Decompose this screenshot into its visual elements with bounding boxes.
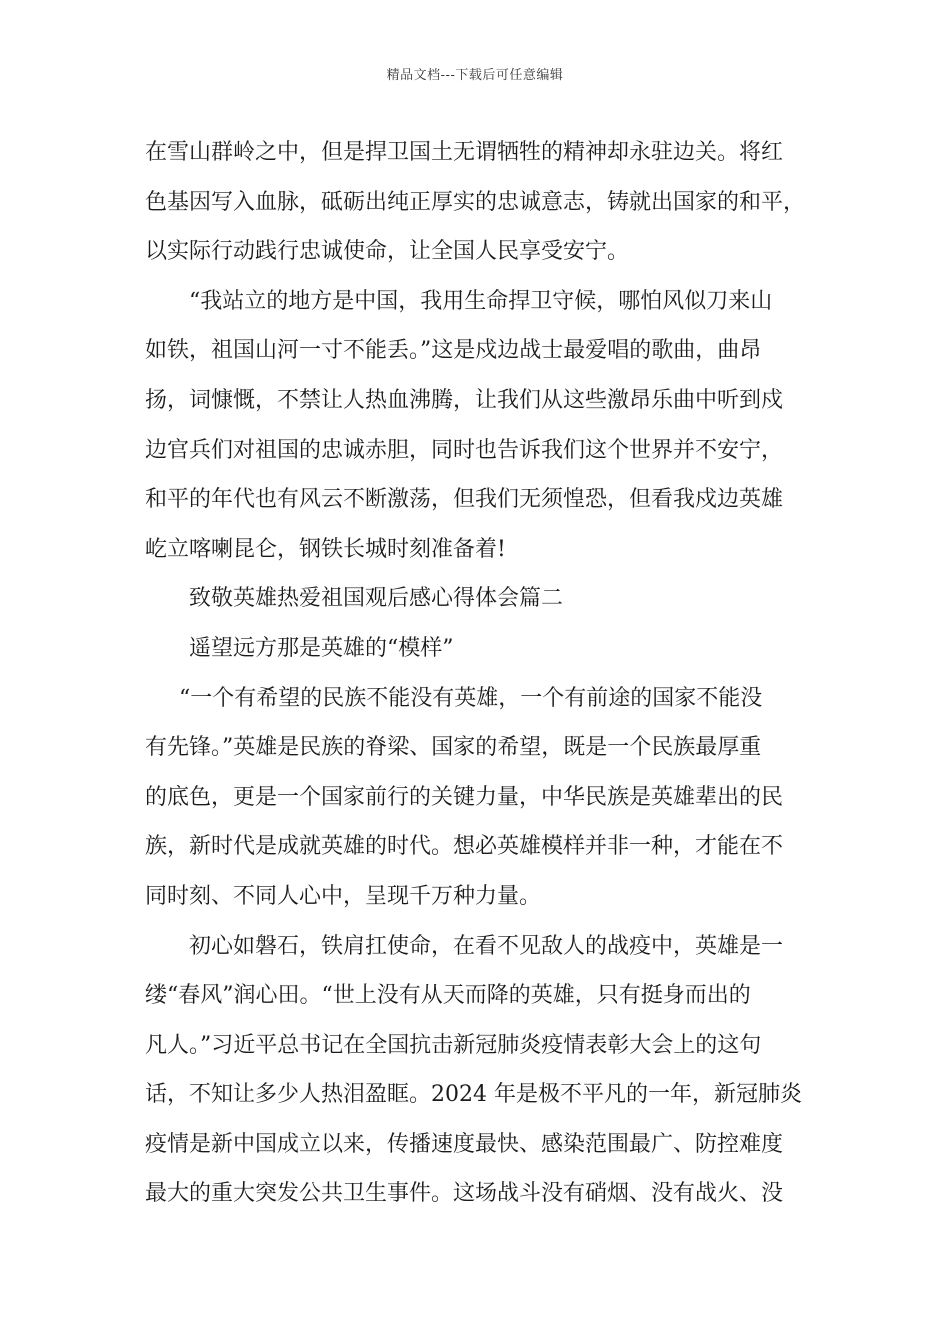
section-title-text: 致敬英雄热爱祖国观后感心得体会篇二: [189, 586, 564, 612]
paragraph-1: [145, 128, 820, 277]
sub-title-text: 遥望远方那是英雄的“模样”: [189, 635, 454, 661]
text-line: 色基因写入血脉，砥砺出纯正厚实的忠诚意志，铸就出国家的和平，: [145, 189, 806, 215]
text-line: 屹立喀喇昆仑，钢铁长城时刻准备着!: [145, 536, 506, 562]
text-line: 在雪山群岭之中，但是捍卫国土无谓牺牲的精神却永驻边关。将红: [145, 140, 784, 165]
sub-title: [145, 624, 820, 674]
text-line: 同时刻、不同人心中，呈现千万种力量。: [145, 883, 542, 909]
paragraph-4: [145, 922, 820, 1220]
text-line: “我站立的地方是中国，我用生命捍卫守候，哪怕风似刀来山: [189, 288, 773, 314]
text-line: 如铁，祖国山河一寸不能丢。”这是戍边战士最爱唱的歌曲，曲昂: [145, 338, 762, 364]
text-line: 族，新时代是成就英雄的时代。想必英雄模样并非一种，才能在不: [145, 834, 784, 860]
text-line: 最大的重大突发公共卫生事件。这场战斗没有硝烟、没有战火、没: [145, 1181, 784, 1207]
paragraph-2: [145, 277, 820, 575]
text-line: 有先锋。”英雄是民族的脊梁、国家的希望，既是一个民族最厚重: [145, 735, 762, 761]
page-header: 精品文档---下载后可任意编辑: [386, 68, 564, 83]
text-line: 凡人。”习近平总书记在全国抗击新冠肺炎疫情表彰大会上的这句: [145, 1032, 762, 1058]
text-line: 以实际行动践行忠诚使命，让全国人民享受安宁。: [145, 239, 630, 265]
section-title: [145, 574, 820, 624]
text-line: “一个有希望的民族不能没有英雄，一个有前途的国家不能没: [179, 685, 763, 711]
text-line: 初心如磐石，铁肩扛使命，在看不见敌人的战疫中，英雄是一: [189, 933, 784, 959]
text-line: 话，不知让多少人热泪盈眶。2024 年是极不平凡的一年，新冠肺炎: [145, 1082, 802, 1108]
paragraph-3: [145, 674, 820, 922]
document-body: [145, 128, 820, 1219]
text-line: 疫情是新中国成立以来，传播速度最快、感染范围最广、防控难度: [145, 1131, 784, 1157]
text-line: 扬，词慷慨，不禁让人热血沸腾，让我们从这些激昂乐曲中听到戍: [145, 387, 784, 413]
text-line: 的底色，更是一个国家前行的关键力量，中华民族是英雄辈出的民: [145, 784, 784, 810]
text-line: 边官兵们对祖国的忠诚赤胆，同时也告诉我们这个世界并不安宁，: [145, 437, 784, 463]
text-line: 和平的年代也有风云不断激荡，但我们无须惶恐，但看我戍边英雄: [145, 487, 784, 513]
text-line: 缕“春风”润心田。“世上没有从天而降的英雄，只有挺身而出的: [145, 983, 751, 1009]
